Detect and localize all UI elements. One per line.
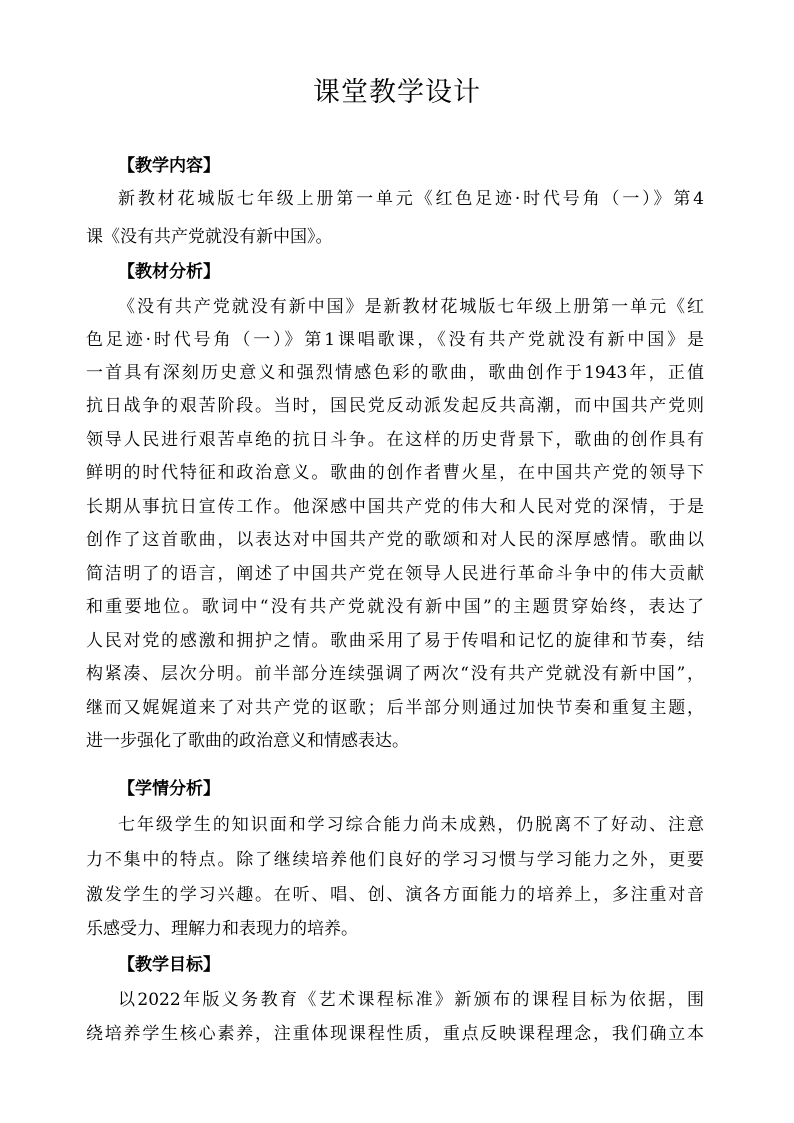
- paragraph-line: 色足迹·时代号角（一）》第1课唱歌课，《没有共产党就没有新中国》是: [86, 330, 704, 350]
- paragraph-line: 力不集中的特点。除了继续培养他们良好的学习习惯与学习能力之外，更要: [86, 850, 704, 870]
- paragraph-line: 课《没有共产党就没有新中国》。: [86, 227, 333, 247]
- paragraph-line: 人民对党的感激和拥护之情。歌曲采用了易于传唱和记忆的旋律和节奏，结: [86, 631, 704, 651]
- paragraph-line: 构紧凑、层次分明。前半部分连续强调了两次“没有共产党就没有新中国”，: [86, 664, 704, 684]
- paragraph-line: 进一步强化了歌曲的政治意义和情感表达。: [86, 731, 409, 751]
- section-heading-learners: 【学情分析】: [118, 779, 220, 799]
- paragraph-line: 绕培养学生核心素养，注重体现课程性质，重点反映课程理念，我们确立本: [86, 1024, 704, 1044]
- paragraph-line: 长期从事抗日宣传工作。他深感中国共产党的伟大和人民对党的深情，于是: [86, 497, 704, 517]
- section-heading-content: 【教学内容】: [118, 156, 220, 176]
- paragraph-line: 继而又娓娓道来了对共产党的讴歌；后半部分则通过加快节奏和重复主题，: [86, 698, 704, 718]
- page-title: 课堂教学设计: [313, 77, 481, 108]
- paragraph-line: 乐感受力、理解力和表现力的培养。: [86, 919, 358, 939]
- paragraph-line: 鲜明的时代特征和政治意义。歌曲的创作者曹火星，在中国共产党的领导下: [86, 463, 704, 483]
- paragraph-line: 七年级学生的知识面和学习综合能力尚未成熟，仍脱离不了好动、注意: [118, 815, 704, 835]
- paragraph-line: 新教材花城版七年级上册第一单元《红色足迹·时代号角（一）》第4: [118, 189, 704, 209]
- paragraph-line: 创作了这首歌曲，以表达对中国共产党的歌颂和对人民的深厚感情。歌曲以: [86, 530, 704, 550]
- paragraph-line: 简洁明了的语言，阐述了中国共产党在领导人民进行革命斗争中的伟大贡献: [86, 564, 704, 584]
- paragraph-line: 以2022年版义务教育《艺术课程标准》新颁布的课程目标为依据，围: [118, 990, 704, 1010]
- paragraph-line: 激发学生的学习兴趣。在听、唱、创、演各方面能力的培养上，多注重对音: [86, 885, 704, 905]
- paragraph-line: 《没有共产党就没有新中国》是新教材花城版七年级上册第一单元《红: [118, 297, 704, 317]
- paragraph-line: 抗日战争的艰苦阶段。当时，国民党反动派发起反共高潮，而中国共产党则: [86, 396, 704, 416]
- section-heading-objectives: 【教学目标】: [118, 955, 220, 975]
- section-heading-analysis: 【教材分析】: [118, 262, 220, 282]
- paragraph-line: 和重要地位。歌词中“没有共产党就没有新中国”的主题贯穿始终，表达了: [86, 597, 704, 617]
- paragraph-line: 领导人民进行艰苦卓绝的抗日斗争。在这样的历史背景下，歌曲的创作具有: [86, 430, 704, 450]
- paragraph-line: 一首具有深刻历史意义和强烈情感色彩的歌曲，歌曲创作于1943年，正值: [86, 363, 704, 383]
